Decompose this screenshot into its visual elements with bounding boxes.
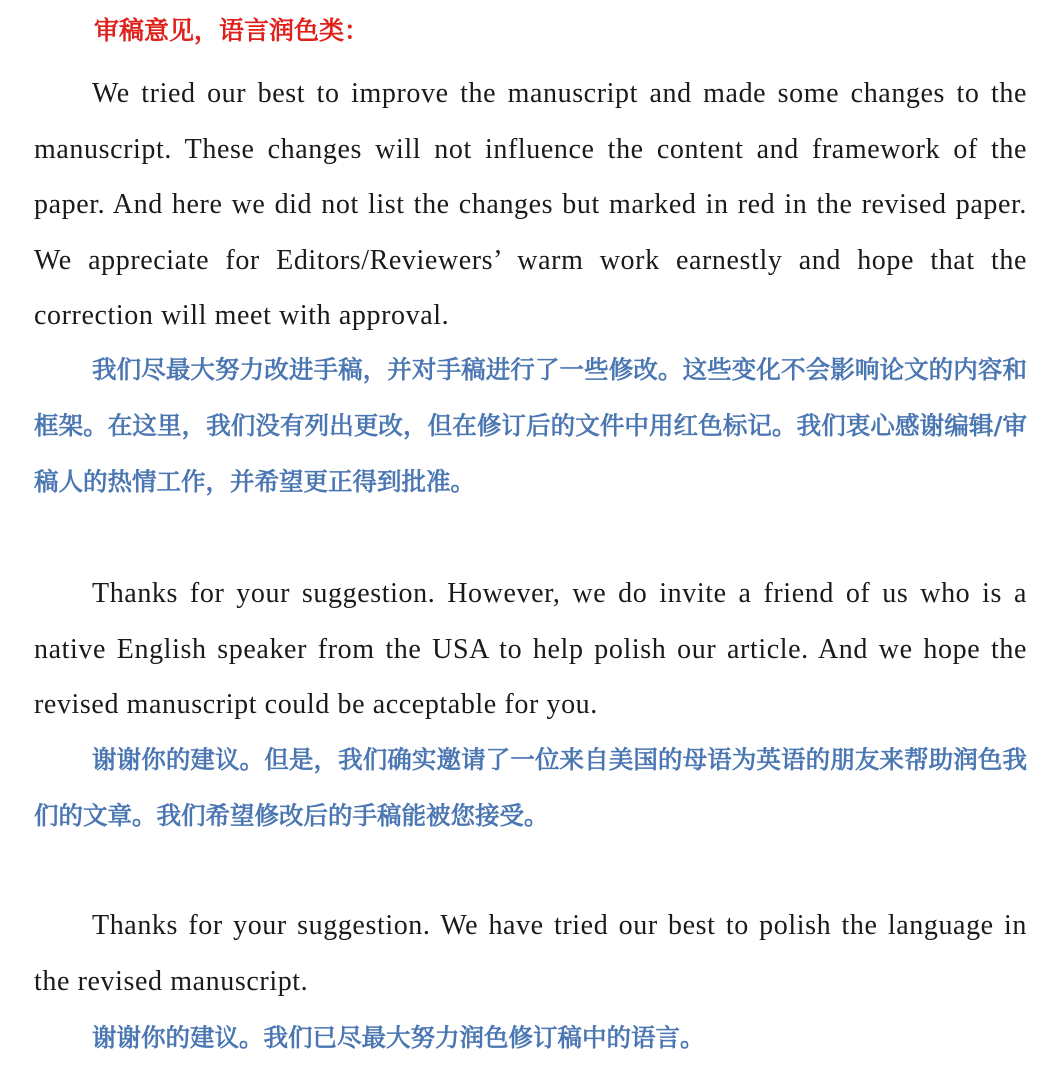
english-paragraph-2: Thanks for your suggestion. However, we do invite a friend of us who is a native English speaker from the USA to help polish our article. And we hope the revised manuscript could be acceptable for you. (34, 578, 1027, 720)
chinese-translation-1: 我们尽最大努力改进手稿，并对手稿进行了一些修改。这些变化不会影响论文的内容和框架。在这里，我们没有列出更改，但在修订后的文件中用红色标记。我们衷心感谢编辑/审稿人的热情工作，并希望更正得到批准。 (34, 355, 1027, 496)
english-paragraph-1: We tried our best to improve the manuscript and made some changes to the manuscript. These changes will not influence the content and framework of the paper. And here we did not list the changes but marked in red in the revised paper. We appreciate for Editors/Reviewers’ warm work earnestly and hope that the correction will meet with approval. (34, 78, 1027, 331)
section-heading: 审稿意见，语言润色类： (94, 16, 370, 45)
english-paragraph-3: Thanks for your suggestion. We have tried our best to polish the language in the revised manuscript. (34, 910, 1027, 997)
chinese-translation-3: 谢谢你的建议。我们已尽最大努力润色修订稿中的语言。 (92, 1023, 705, 1052)
chinese-translation-2: 谢谢你的建议。但是，我们确实邀请了一位来自美国的母语为英语的朋友来帮助润色我们的文章。我们希望修改后的手稿能被您接受。 (34, 745, 1027, 830)
